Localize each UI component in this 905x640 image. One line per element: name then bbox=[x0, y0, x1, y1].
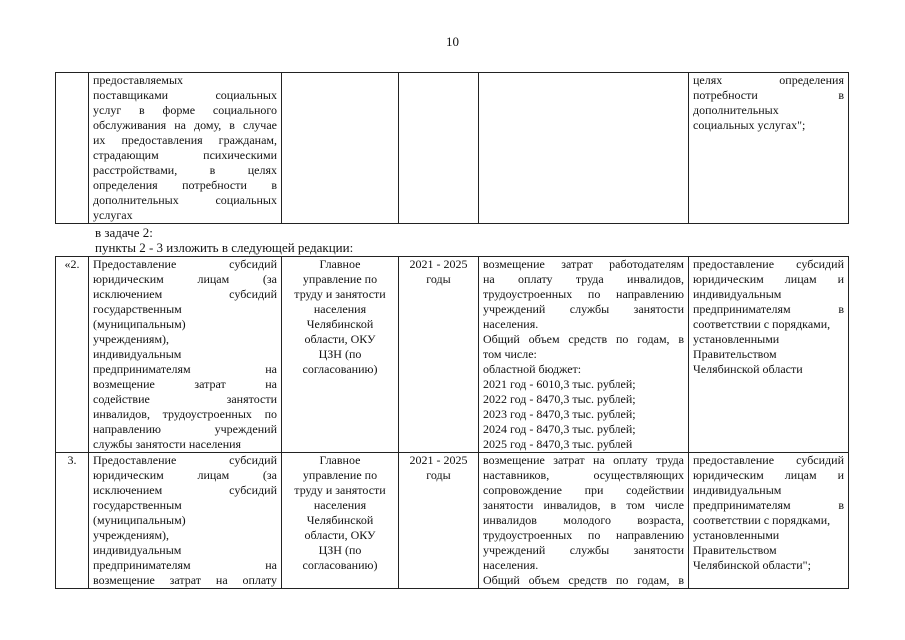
cell-form: предоставление субсидий юридическим лицам и индивидуальным предпринимателям в соответствии с порядками, установленными Правительством Челябинской области"; bbox=[689, 453, 849, 589]
page-number: 10 bbox=[446, 34, 459, 49]
table-row bbox=[56, 73, 849, 224]
instruction-text: пункты 2 - 3 изложить в следующей редакции: bbox=[95, 240, 354, 255]
cell-period: 2021 - 2025 годы bbox=[399, 453, 479, 589]
cell-measure: Предоставление субсидий юридическим лицам (за исключением субсидий государственным (муниципальным) учреждениям), индивидуальным предпринимателям на возмещение затрат на оплату bbox=[89, 453, 282, 589]
cell-period bbox=[399, 73, 479, 224]
cell-form: предоставление субсидий юридическим лицам и индивидуальным предпринимателям в соответствии с порядками, установленными Правительством Челябинской области bbox=[689, 257, 849, 453]
cell-period: 2021 - 2025 годы bbox=[399, 257, 479, 453]
table-row bbox=[56, 257, 849, 453]
task-heading: в задаче 2: bbox=[95, 225, 153, 240]
cell-num bbox=[56, 73, 89, 224]
cell-num: «2. bbox=[56, 257, 89, 453]
cell-result bbox=[479, 73, 689, 224]
cell-measure: Предоставление субсидий юридическим лицам (за исключением субсидий государственным (муниципальным) учреждениям), индивидуальным предпринимателям на возмещение затрат на содействие занятости инвалидов, трудоустроенных по направлению учреждений службы занятости населения bbox=[89, 257, 282, 453]
cell-num: 3. bbox=[56, 453, 89, 589]
cell-measure: предоставляемых поставщиками социальных услуг в форме социального обслуживания на дому, в случае их предоставления гражданам, страдающим психическими расстройствами, в целях определения потребности в дополнительных социальных услугах bbox=[89, 73, 282, 224]
cell-result: возмещение затрат на оплату труда наставников, осуществляющих сопровождение при содействии занятости инвалидов, в том числе инвалидов молодого возраста, трудоустроенных по направлению учреждений службы занятости населения. Общий объем средств по годам, в bbox=[479, 453, 689, 589]
cell-form: целях определения потребности в дополнительных социальных услугах"; bbox=[689, 73, 849, 224]
measures-table bbox=[55, 256, 849, 589]
table-row bbox=[56, 453, 849, 589]
cell-result: возмещение затрат работодателям на оплату труда инвалидов, трудоустроенных по направлению учреждений службы занятости населения. Общий объем средств по годам, в том числе: областной бюджет: 2021 год - 6010,3 тыс. рублей; 2022 год - 8470,3 тыс. рублей; 2023 год - 8470,3 тыс. рублей; 2024 год - 8470,3 тыс. рублей; 2025 год - 8470,3 тыс. рублей bbox=[479, 257, 689, 453]
cell-executor: Главное управление по труду и занятости населения Челябинской области, ОКУ ЦЗН (по согласованию) bbox=[282, 257, 399, 453]
cell-executor bbox=[282, 73, 399, 224]
continuation-table bbox=[55, 72, 849, 224]
cell-executor: Главное управление по труду и занятости населения Челябинской области, ОКУ ЦЗН (по согласованию) bbox=[282, 453, 399, 589]
